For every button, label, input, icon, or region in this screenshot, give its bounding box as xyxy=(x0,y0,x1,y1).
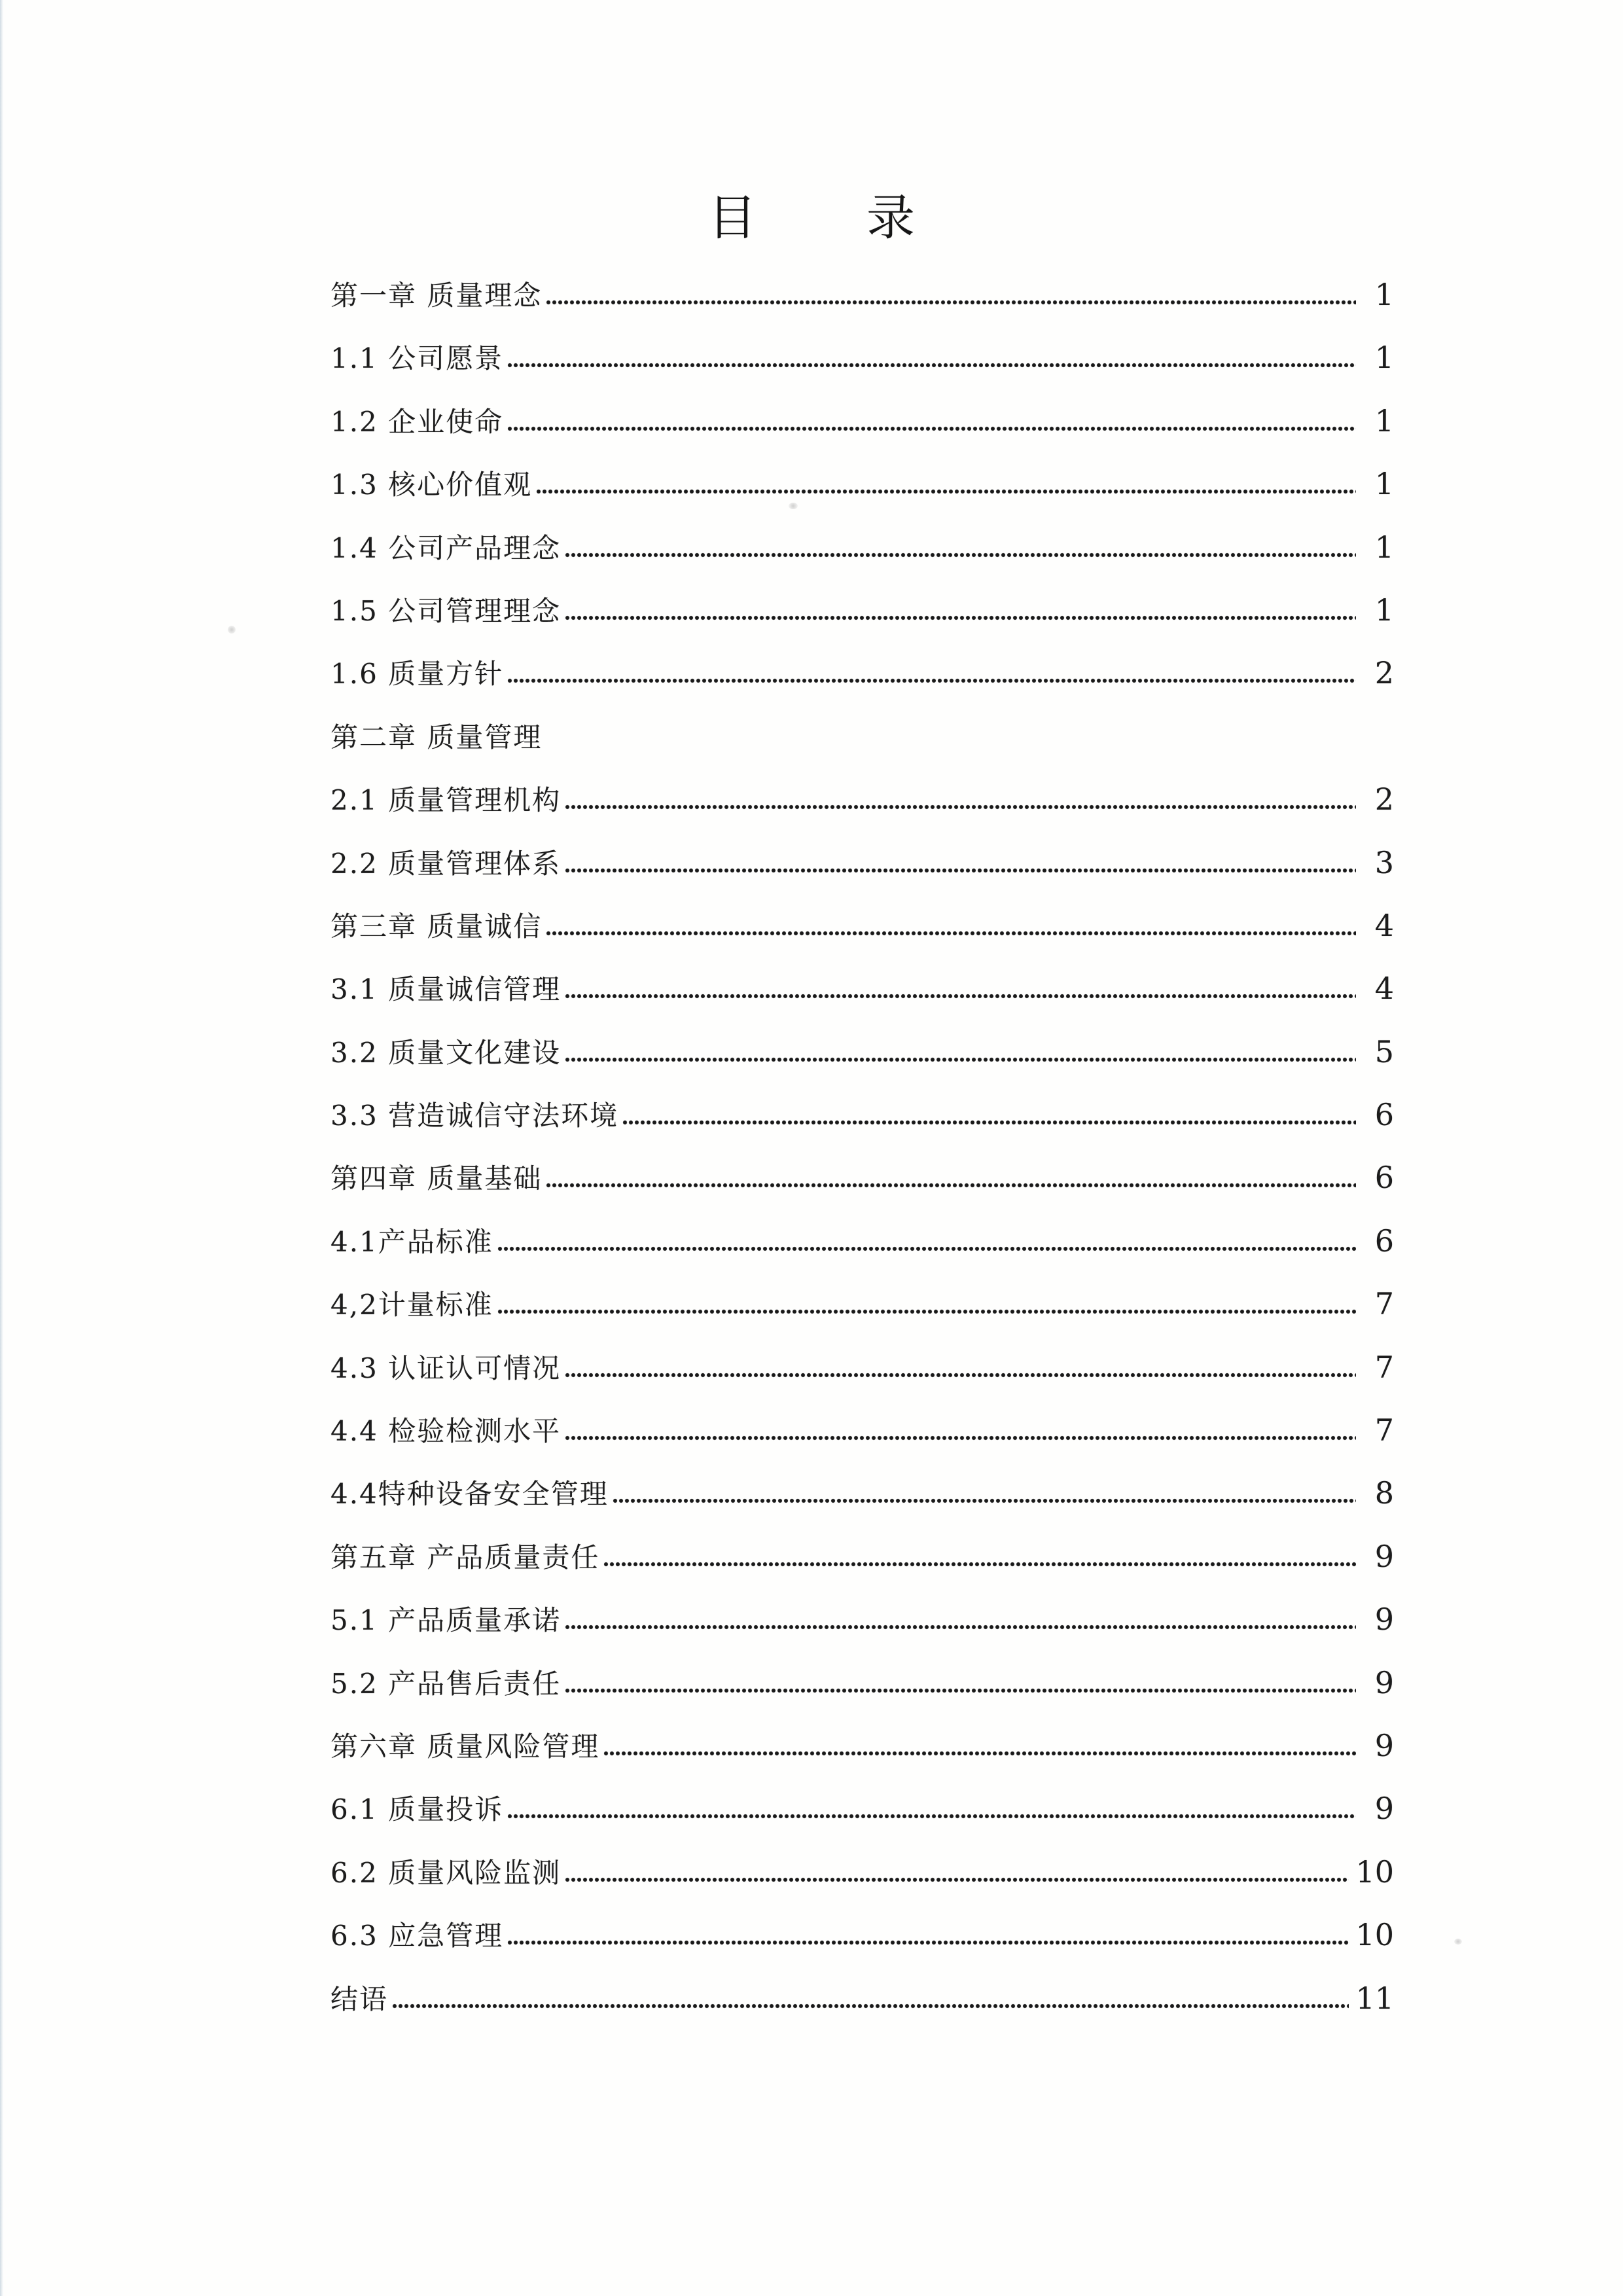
page-title xyxy=(0,190,1623,246)
toc-row xyxy=(330,1463,1394,1526)
toc-entry-label: 4.4 检验检测水平 xyxy=(330,1415,562,1448)
dot-leader xyxy=(565,1057,1356,1062)
toc-entry-label: 1.6 质量方针 xyxy=(330,658,504,691)
dot-leader xyxy=(565,552,1356,558)
toc-entry-label: 4.3 认证认可情况 xyxy=(330,1352,562,1384)
toc-page-number: 1 xyxy=(1374,529,1394,565)
toc-entry-label: 6.3 应急管理 xyxy=(330,1920,504,1952)
toc-row xyxy=(330,1337,1394,1400)
toc-page-number: 1 xyxy=(1374,592,1394,628)
dot-leader xyxy=(392,2003,1349,2009)
dot-leader xyxy=(565,615,1356,620)
dot-leader xyxy=(622,1120,1356,1125)
toc-row xyxy=(330,1653,1394,1715)
toc-entry-label: 结语 xyxy=(330,1982,389,2015)
dot-leader xyxy=(565,1435,1356,1441)
dot-leader xyxy=(565,1372,1356,1378)
toc-page-number: 9 xyxy=(1374,1664,1394,1700)
toc-page-number: 10 xyxy=(1355,1917,1394,1953)
toc-page-number: 7 xyxy=(1374,1412,1394,1448)
toc-row xyxy=(330,1526,1394,1589)
toc-entry-label: 3.3 营造诚信守法环境 xyxy=(330,1100,619,1132)
dot-leader xyxy=(565,1688,1356,1693)
toc-entry-label: 2.2 质量管理体系 xyxy=(330,847,562,880)
toc-page-number: 1 xyxy=(1374,277,1394,312)
toc-entry-label: 3.2 质量文化建设 xyxy=(330,1036,562,1069)
dot-leader xyxy=(507,426,1356,431)
dot-leader xyxy=(603,1751,1356,1756)
toc-row xyxy=(330,1905,1394,1967)
toc-entry-label: 1.3 核心价值观 xyxy=(330,469,533,501)
toc-row xyxy=(330,895,1394,958)
dot-leader xyxy=(507,678,1356,683)
toc-row xyxy=(330,833,1394,895)
dot-leader xyxy=(546,1183,1356,1188)
toc-row xyxy=(330,1274,1394,1336)
toc-list xyxy=(330,264,1394,2031)
toc-row xyxy=(330,517,1394,580)
toc-page-number: 4 xyxy=(1374,907,1394,943)
toc-row xyxy=(330,327,1394,390)
toc-row xyxy=(330,706,1394,769)
dot-leader xyxy=(565,1877,1349,1882)
dot-leader xyxy=(507,1814,1356,1819)
scan-speck xyxy=(228,626,236,634)
toc-entry-label: 第一章 质量理念 xyxy=(330,279,543,312)
toc-page-number: 2 xyxy=(1374,655,1394,691)
toc-row xyxy=(330,264,1394,327)
toc-page-number: 6 xyxy=(1374,1097,1394,1133)
toc-entry-label: 6.2 质量风险监测 xyxy=(330,1856,562,1889)
toc-page-number: 7 xyxy=(1374,1286,1394,1322)
toc-row xyxy=(330,1715,1394,1778)
dot-leader xyxy=(536,489,1356,494)
scan-edge-artifact xyxy=(0,0,3,2296)
toc-row xyxy=(330,391,1394,454)
toc-row xyxy=(330,1085,1394,1147)
toc-entry-label: 1.4 公司产品理念 xyxy=(330,531,562,564)
toc-row xyxy=(330,1211,1394,1274)
toc-page-number: 7 xyxy=(1374,1349,1394,1385)
toc-row xyxy=(330,958,1394,1021)
toc-page-number: 9 xyxy=(1374,1602,1394,1638)
toc-entry-label: 第三章 质量诚信 xyxy=(330,910,543,942)
dot-leader xyxy=(497,1309,1356,1314)
toc-page-number: 2 xyxy=(1374,781,1394,817)
toc-page-number: 9 xyxy=(1374,1538,1394,1574)
toc-page-number: 1 xyxy=(1374,340,1394,376)
toc-entry-label: 第六章 质量风险管理 xyxy=(330,1730,600,1763)
toc-page-number: 9 xyxy=(1374,1791,1394,1827)
toc-row xyxy=(330,1778,1394,1841)
toc-page-number: 11 xyxy=(1355,1980,1394,2016)
title-char-right: 录 xyxy=(866,190,915,246)
toc-row xyxy=(330,1968,1394,2031)
toc-entry-label: 1.5 公司管理理念 xyxy=(330,594,562,627)
dot-leader xyxy=(546,931,1356,936)
title-char-left: 目 xyxy=(708,190,757,246)
toc-page-number: 6 xyxy=(1374,1160,1394,1196)
toc-entry-label: 第四章 质量基础 xyxy=(330,1162,543,1195)
toc-entry-label: 4.1产品标准 xyxy=(330,1225,493,1258)
toc-entry-label: 第二章 质量管理 xyxy=(330,721,543,753)
toc-row xyxy=(330,1589,1394,1652)
dot-leader xyxy=(565,868,1356,873)
dot-leader xyxy=(507,363,1356,368)
toc-entry-label: 第五章 产品质量责任 xyxy=(330,1541,600,1573)
toc-page-number: 4 xyxy=(1374,971,1394,1007)
toc-page-number: 8 xyxy=(1374,1475,1394,1511)
dot-leader xyxy=(507,1940,1349,1945)
toc-page-number: 10 xyxy=(1355,1854,1394,1890)
dot-leader xyxy=(546,300,1356,305)
toc-row xyxy=(330,1400,1394,1463)
dot-leader xyxy=(565,994,1356,999)
toc-entry-label: 5.2 产品售后责任 xyxy=(330,1667,562,1700)
toc-page-number: 1 xyxy=(1374,466,1394,502)
toc-entry-label: 2.1 质量管理机构 xyxy=(330,784,562,817)
dot-leader xyxy=(603,1562,1356,1567)
dot-leader xyxy=(613,1498,1356,1503)
toc-entry-label: 1.1 公司愿景 xyxy=(330,342,504,375)
dot-leader xyxy=(565,1624,1356,1630)
toc-page-number: 6 xyxy=(1374,1223,1394,1259)
toc-page-number: 5 xyxy=(1374,1033,1394,1069)
scan-speck xyxy=(1454,1939,1462,1945)
toc-entry-label: 5.1 产品质量承诺 xyxy=(330,1604,562,1637)
toc-entry-label: 4,2计量标准 xyxy=(330,1289,493,1321)
toc-entry-label: 6.1 质量投诉 xyxy=(330,1793,504,1826)
toc-entry-label: 4.4特种设备安全管理 xyxy=(330,1478,609,1511)
toc-page-number: 9 xyxy=(1374,1727,1394,1763)
toc-page-number: 1 xyxy=(1374,403,1394,439)
toc-row xyxy=(330,454,1394,516)
toc-row xyxy=(330,643,1394,706)
toc-row xyxy=(330,1147,1394,1210)
toc-entry-label: 3.1 质量诚信管理 xyxy=(330,973,562,1006)
toc-row xyxy=(330,1022,1394,1085)
dot-leader xyxy=(497,1246,1356,1251)
dot-leader xyxy=(565,804,1356,810)
toc-row xyxy=(330,769,1394,832)
toc-row xyxy=(330,1842,1394,1905)
toc-entry-label: 1.2 企业使命 xyxy=(330,405,504,438)
toc-row xyxy=(330,580,1394,643)
toc-page-number: 3 xyxy=(1374,844,1394,880)
